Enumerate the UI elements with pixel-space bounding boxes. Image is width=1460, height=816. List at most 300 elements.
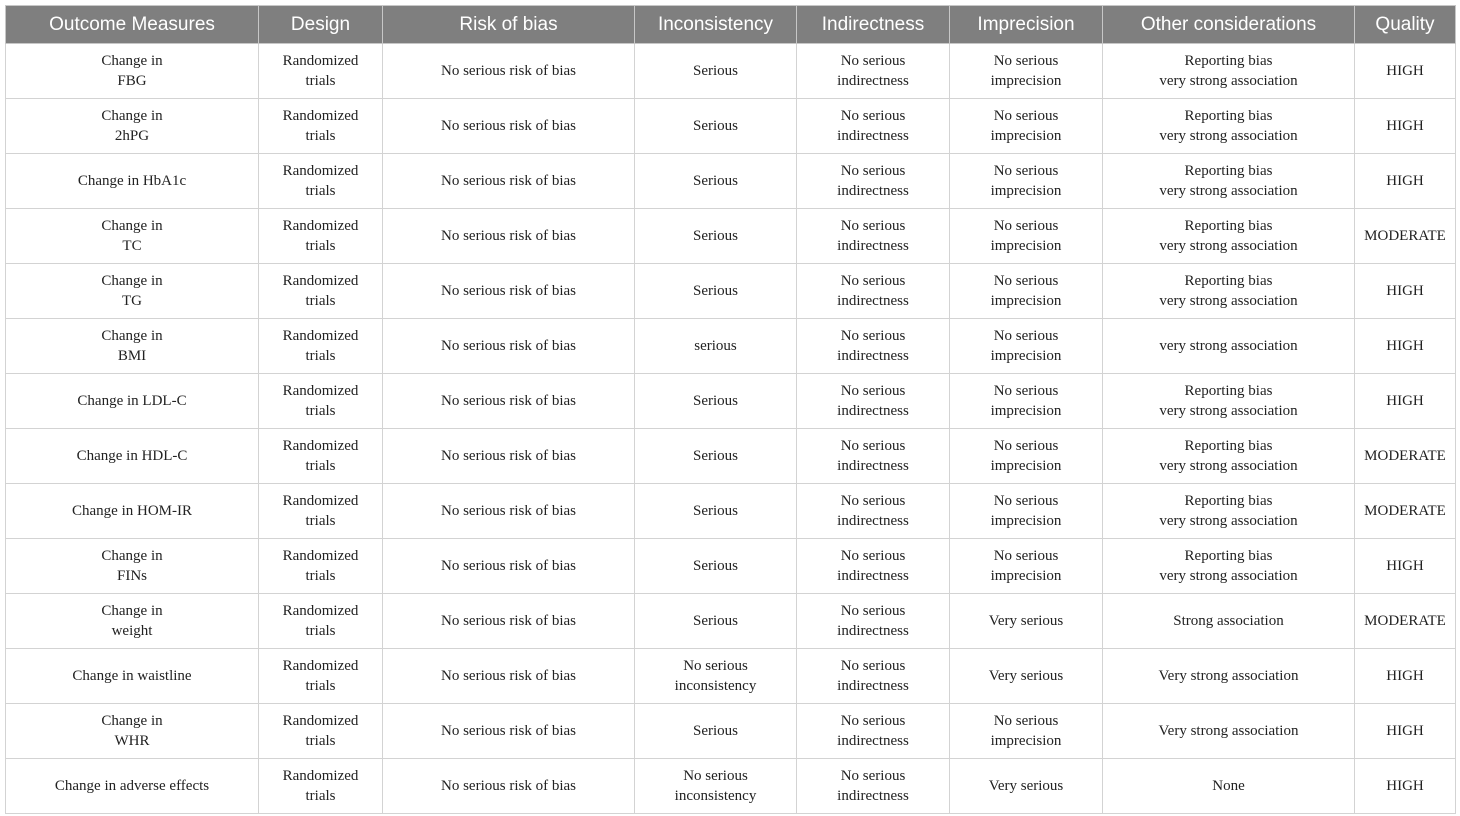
cell-text: trials [305,623,336,639]
cell-imprecision [950,704,1103,759]
cell-text: No serious risk of bias [441,173,576,189]
table-row [6,594,1456,649]
table-row [6,154,1456,209]
cell-text: Randomized [282,603,359,619]
cell-text: No serious [993,713,1059,729]
cell-text: FINs [116,568,147,584]
cell-indirectness [797,649,950,704]
cell-outcome [6,759,259,814]
cell-inconsistency [635,429,797,484]
cell-text: very strong association [1159,183,1298,199]
cell-text: Randomized [282,218,359,234]
cell-design [259,649,383,704]
cell-other-considerations [1103,429,1355,484]
cell-text: serious [694,338,737,354]
cell-text: No serious risk of bias [441,228,576,244]
cell-text: No serious [840,383,906,399]
cell-text: Serious [693,558,738,574]
cell-text: imprecision [990,183,1062,199]
cell-imprecision [950,209,1103,264]
cell-design [259,374,383,429]
table-row [6,264,1456,319]
cell-text: No serious [993,273,1059,289]
table-row [6,649,1456,704]
cell-text: Change in HbA1c [77,173,187,189]
cell-text: Change in [101,53,163,69]
cell-quality [1355,99,1456,154]
cell-quality [1355,209,1456,264]
cell-indirectness [797,374,950,429]
cell-text: Serious [693,283,738,299]
cell-text: No serious [840,328,906,344]
cell-quality [1355,319,1456,374]
cell-text: Very strong association [1158,668,1299,684]
cell-indirectness [797,44,950,99]
cell-inconsistency [635,539,797,594]
cell-text: No serious risk of bias [441,118,576,134]
cell-other-considerations [1103,539,1355,594]
cell-other-considerations [1103,264,1355,319]
cell-other-considerations [1103,209,1355,264]
cell-quality [1355,594,1456,649]
cell-text: imprecision [990,238,1062,254]
header-quality: Quality [1355,6,1456,44]
cell-text: Change in [101,108,163,124]
cell-inconsistency [635,759,797,814]
cell-text: trials [305,458,336,474]
cell-text: imprecision [990,348,1062,364]
cell-text: Change in [101,713,163,729]
cell-text: No serious [993,53,1059,69]
cell-outcome [6,594,259,649]
cell-text: HIGH [1386,558,1424,574]
cell-text: TG [122,293,142,309]
cell-text: very strong association [1159,568,1298,584]
cell-risk-of-bias [383,594,635,649]
cell-text: Randomized [282,713,359,729]
cell-text: Change in LDL-C [77,393,187,409]
cell-other-considerations [1103,759,1355,814]
cell-text: trials [305,678,336,694]
cell-text: HIGH [1386,778,1424,794]
table-header [6,6,1456,44]
cell-text: HIGH [1386,283,1424,299]
cell-text: indirectness [837,348,909,364]
cell-text: Randomized [282,438,359,454]
cell-imprecision [950,594,1103,649]
cell-text: HIGH [1386,668,1424,684]
cell-text: No serious [840,108,906,124]
cell-text: imprecision [990,128,1062,144]
cell-design [259,759,383,814]
cell-text: very strong association [1159,238,1298,254]
cell-design [259,429,383,484]
cell-other-considerations [1103,484,1355,539]
cell-risk-of-bias [383,539,635,594]
cell-text: FBG [117,73,147,89]
table-row [6,44,1456,99]
cell-text: No serious [840,218,906,234]
cell-indirectness [797,264,950,319]
cell-text: indirectness [837,678,909,694]
cell-risk-of-bias [383,704,635,759]
cell-design [259,319,383,374]
cell-text: None [1212,778,1245,794]
cell-indirectness [797,429,950,484]
cell-text: Very serious [988,668,1064,684]
cell-text: No serious risk of bias [441,393,576,409]
cell-imprecision [950,649,1103,704]
cell-inconsistency [635,44,797,99]
cell-text: Very serious [988,613,1064,629]
cell-indirectness [797,99,950,154]
cell-text: 2hPG [114,128,150,144]
cell-quality [1355,429,1456,484]
cell-text: indirectness [837,568,909,584]
cell-imprecision [950,374,1103,429]
cell-text: trials [305,403,336,419]
cell-inconsistency [635,594,797,649]
cell-text: trials [305,788,336,804]
cell-text: Change in [101,603,163,619]
cell-text: Randomized [282,53,359,69]
cell-risk-of-bias [383,319,635,374]
cell-text: Very serious [988,778,1064,794]
cell-text: inconsistency [674,788,757,804]
cell-indirectness [797,539,950,594]
cell-text: No serious [683,658,748,674]
cell-text: Reporting bias [1184,383,1273,399]
table-row [6,99,1456,154]
cell-text: very strong association [1159,128,1298,144]
cell-other-considerations [1103,374,1355,429]
cell-text: No serious risk of bias [441,63,576,79]
cell-text: Change in [101,548,163,564]
cell-text: trials [305,513,336,529]
cell-inconsistency [635,484,797,539]
cell-risk-of-bias [383,154,635,209]
cell-text: Change in [101,273,163,289]
cell-imprecision [950,539,1103,594]
cell-text: Serious [693,63,738,79]
cell-other-considerations [1103,319,1355,374]
cell-indirectness [797,704,950,759]
cell-text: indirectness [837,458,909,474]
header-risk-of-bias: Risk of bias [383,6,635,44]
table-row [6,429,1456,484]
cell-text: No serious risk of bias [441,338,576,354]
cell-text: No serious [840,53,906,69]
cell-text: Randomized [282,163,359,179]
cell-design [259,154,383,209]
cell-text: Reporting bias [1184,493,1273,509]
cell-text: MODERATE [1364,503,1446,519]
table-row [6,539,1456,594]
cell-text: indirectness [837,403,909,419]
cell-imprecision [950,759,1103,814]
cell-text: imprecision [990,733,1062,749]
cell-design [259,99,383,154]
cell-text: HIGH [1386,63,1424,79]
cell-text: BMI [117,348,147,364]
cell-design [259,704,383,759]
cell-text: No serious [840,658,906,674]
cell-outcome [6,44,259,99]
cell-quality [1355,44,1456,99]
cell-text: Serious [693,723,738,739]
cell-text: Randomized [282,658,359,674]
cell-text: No serious [840,163,906,179]
cell-text: No serious risk of bias [441,503,576,519]
cell-indirectness [797,154,950,209]
cell-text: No serious [993,438,1059,454]
cell-text: Reporting bias [1184,218,1273,234]
cell-quality [1355,154,1456,209]
header-indirectness: Indirectness [797,6,950,44]
cell-text: indirectness [837,293,909,309]
cell-text: No serious risk of bias [441,668,576,684]
cell-risk-of-bias [383,264,635,319]
cell-text: indirectness [837,733,909,749]
cell-outcome [6,429,259,484]
cell-text: Randomized [282,108,359,124]
cell-text: No serious risk of bias [441,283,576,299]
cell-text: Very strong association [1158,723,1299,739]
cell-text: Randomized [282,768,359,784]
cell-text: Randomized [282,493,359,509]
cell-text: No serious [840,548,906,564]
cell-text: No serious [840,603,906,619]
cell-text: inconsistency [674,678,757,694]
cell-risk-of-bias [383,209,635,264]
header-imprecision: Imprecision [950,6,1103,44]
cell-text: Serious [693,613,738,629]
cell-text: No serious [683,768,748,784]
cell-text: HIGH [1386,338,1424,354]
table-row [6,209,1456,264]
cell-text: indirectness [837,73,909,89]
cell-text: No serious [993,548,1059,564]
cell-inconsistency [635,264,797,319]
cell-text: indirectness [837,788,909,804]
cell-outcome [6,649,259,704]
cell-other-considerations [1103,99,1355,154]
cell-text: trials [305,183,336,199]
cell-design [259,44,383,99]
cell-text: trials [305,73,336,89]
cell-text: imprecision [990,513,1062,529]
cell-imprecision [950,484,1103,539]
cell-indirectness [797,209,950,264]
cell-text: trials [305,293,336,309]
cell-design [259,484,383,539]
cell-text: Randomized [282,383,359,399]
cell-inconsistency [635,154,797,209]
cell-indirectness [797,759,950,814]
cell-text: WHR [114,733,150,749]
table-body [6,44,1456,814]
cell-text: Serious [693,393,738,409]
cell-text: trials [305,348,336,364]
cell-text: No serious [993,108,1059,124]
cell-outcome [6,209,259,264]
cell-text: Reporting bias [1184,273,1273,289]
cell-text: No serious [840,493,906,509]
cell-text: No serious [840,438,906,454]
cell-indirectness [797,484,950,539]
cell-other-considerations [1103,704,1355,759]
cell-indirectness [797,594,950,649]
cell-text: weight [111,623,153,639]
cell-text: No serious [993,218,1059,234]
cell-outcome [6,484,259,539]
cell-text: MODERATE [1364,228,1446,244]
cell-risk-of-bias [383,44,635,99]
cell-text: Reporting bias [1184,163,1273,179]
cell-text: Reporting bias [1184,438,1273,454]
cell-text: indirectness [837,513,909,529]
cell-text: Reporting bias [1184,108,1273,124]
cell-text: trials [305,128,336,144]
cell-text: Serious [693,448,738,464]
cell-text: No serious [840,768,906,784]
cell-text: Serious [693,503,738,519]
cell-text: Change in waistline [72,668,192,684]
cell-design [259,594,383,649]
cell-text: MODERATE [1364,448,1446,464]
cell-text: very strong association [1159,73,1298,89]
cell-text: No serious risk of bias [441,613,576,629]
cell-text: very strong association [1159,338,1298,354]
cell-design [259,539,383,594]
header-row [6,6,1456,44]
cell-inconsistency [635,319,797,374]
header-design: Design [259,6,383,44]
cell-text: trials [305,733,336,749]
cell-text: indirectness [837,623,909,639]
cell-outcome [6,374,259,429]
cell-text: Change in HDL-C [76,448,188,464]
cell-other-considerations [1103,594,1355,649]
cell-outcome [6,264,259,319]
cell-risk-of-bias [383,484,635,539]
cell-text: TC [122,238,142,254]
cell-imprecision [950,154,1103,209]
cell-text: Reporting bias [1184,53,1273,69]
cell-quality [1355,759,1456,814]
cell-risk-of-bias [383,429,635,484]
cell-text: Change in adverse effects [54,778,210,794]
cell-inconsistency [635,209,797,264]
cell-text: Serious [693,118,738,134]
cell-text: Change in [101,328,163,344]
cell-text: Strong association [1173,613,1284,629]
cell-other-considerations [1103,154,1355,209]
cell-imprecision [950,319,1103,374]
cell-text: No serious [840,713,906,729]
cell-indirectness [797,319,950,374]
cell-text: No serious risk of bias [441,558,576,574]
cell-inconsistency [635,649,797,704]
cell-text: very strong association [1159,458,1298,474]
cell-outcome [6,704,259,759]
cell-text: No serious risk of bias [441,448,576,464]
cell-design [259,264,383,319]
header-inconsistency: Inconsistency [635,6,797,44]
grade-evidence-table [5,5,1456,814]
cell-text: indirectness [837,238,909,254]
cell-text: No serious [993,493,1059,509]
cell-text: imprecision [990,73,1062,89]
table-row [6,374,1456,429]
cell-text: Reporting bias [1184,548,1273,564]
header-other-considerations: Other considerations [1103,6,1355,44]
cell-text: Randomized [282,273,359,289]
cell-text: imprecision [990,458,1062,474]
cell-text: indirectness [837,128,909,144]
table-row [6,319,1456,374]
cell-inconsistency [635,374,797,429]
cell-quality [1355,704,1456,759]
cell-outcome [6,319,259,374]
cell-risk-of-bias [383,374,635,429]
cell-quality [1355,374,1456,429]
cell-text: Randomized [282,548,359,564]
cell-other-considerations [1103,649,1355,704]
cell-imprecision [950,264,1103,319]
cell-text: No serious [993,328,1059,344]
cell-text: HIGH [1386,393,1424,409]
cell-text: very strong association [1159,293,1298,309]
cell-inconsistency [635,99,797,154]
cell-text: No serious [840,273,906,289]
cell-quality [1355,484,1456,539]
cell-text: trials [305,568,336,584]
cell-inconsistency [635,704,797,759]
cell-outcome [6,539,259,594]
cell-quality [1355,649,1456,704]
cell-text: very strong association [1159,403,1298,419]
cell-outcome [6,154,259,209]
cell-text: very strong association [1159,513,1298,529]
cell-other-considerations [1103,44,1355,99]
cell-text: No serious [993,383,1059,399]
cell-design [259,209,383,264]
header-outcome-measures: Outcome Measures [6,6,259,44]
cell-imprecision [950,99,1103,154]
cell-quality [1355,539,1456,594]
cell-imprecision [950,429,1103,484]
cell-text: No serious risk of bias [441,723,576,739]
cell-text: imprecision [990,293,1062,309]
cell-quality [1355,264,1456,319]
cell-text: imprecision [990,568,1062,584]
cell-outcome [6,99,259,154]
table-row [6,704,1456,759]
cell-imprecision [950,44,1103,99]
cell-text: MODERATE [1364,613,1446,629]
cell-text: HIGH [1386,173,1424,189]
cell-text: Randomized [282,328,359,344]
cell-risk-of-bias [383,649,635,704]
cell-text: Serious [693,173,738,189]
cell-text: Serious [693,228,738,244]
table-row [6,759,1456,814]
cell-text: indirectness [837,183,909,199]
cell-risk-of-bias [383,99,635,154]
cell-text: No serious [993,163,1059,179]
table-row [6,484,1456,539]
